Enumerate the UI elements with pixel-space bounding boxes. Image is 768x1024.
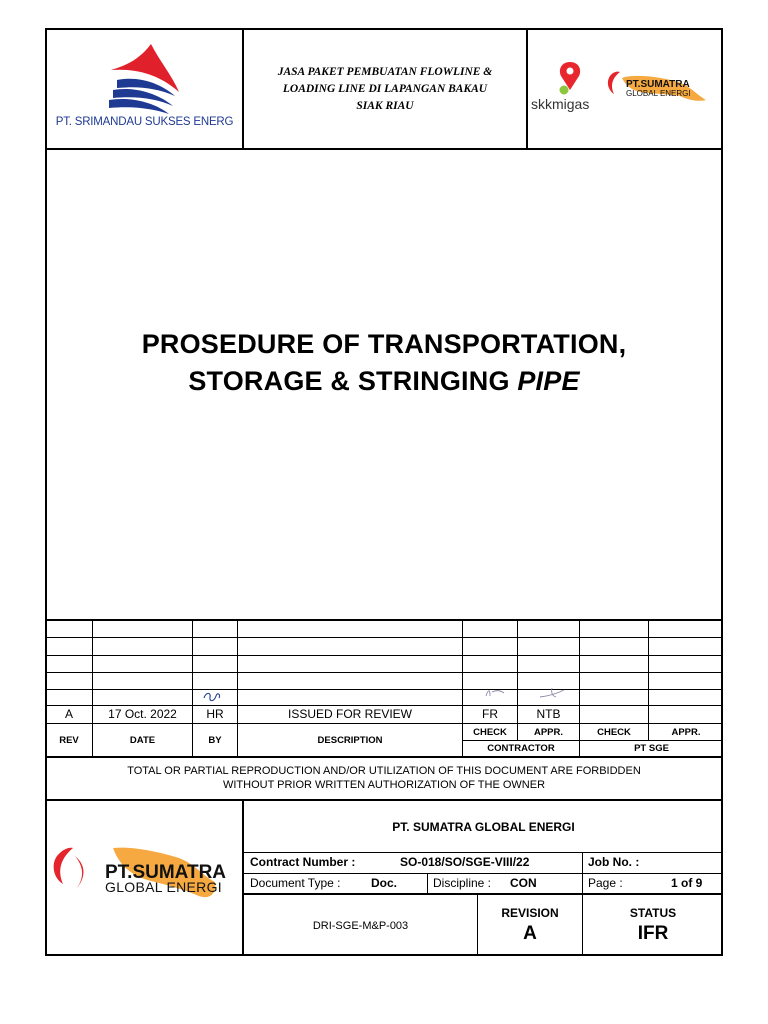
skkmigas-logo-text: skkmigas [531,96,590,112]
signature-appr [536,684,570,702]
document-type-value: Doc. [371,876,398,890]
table-col [648,620,649,741]
contract-number-label: Contract Number : [250,855,356,869]
table-rule [45,655,723,656]
rev-header: REV [59,734,79,746]
description-header: DESCRIPTION [317,734,383,746]
footer-rule [243,852,723,853]
discipline-label: Discipline : [433,876,492,890]
by-value: HR [206,707,224,721]
revision-label: REVISION [501,906,559,920]
page-value: 1 of 9 [671,876,703,890]
contractor-header: CONTRACTOR [487,743,555,754]
check-value: FR [482,707,498,721]
appr-value: NTB [536,707,561,721]
status-value: IFR [637,923,669,944]
page-label: Page : [588,876,623,890]
title-line-2 [188,363,579,400]
sge-logo-line2: GLOBAL ENERGI [626,89,691,98]
sge-footer-logo [47,800,242,956]
revision-value: A [523,923,537,944]
document-title [47,325,721,401]
sge-logo-line1: PT.SUMATRA [626,79,690,90]
reproduction-notice [47,758,721,798]
footer-col [427,873,428,894]
appr-header-owner: APPR. [671,726,701,738]
contractor-logo [47,30,242,148]
document-number: DRI-SGE-M&P-003 [312,919,409,932]
date-value: 17 Oct. 2022 [108,707,177,721]
table-rule [45,672,723,673]
title-line-1: PROSEDURE OF TRANSPORTATION, [141,329,627,359]
client-logos [528,30,721,148]
project-line-2: LOADING LINE DI LAPANGAN BAKAU [282,82,488,95]
job-number-label: Job No. : [588,855,640,869]
date-header: DATE [129,734,156,746]
table-rule [45,637,723,638]
header-divider [45,148,723,150]
footer-col [582,852,583,894]
title-line-2-text: STORAGE & STRINGING [188,366,518,396]
project-line-1: JASA PAKET PEMBUATAN FLOWLINE & [277,65,493,78]
company-name: PT. SUMATRA GLOBAL ENERGI [392,819,575,834]
signature-by [198,688,228,706]
revision-table-top [45,619,723,621]
description-value: ISSUED FOR REVIEW [287,707,412,721]
contractor-logo-text: PT. SRIMANDAU SUKSES ENERG [55,116,234,128]
by-header: BY [208,734,222,746]
appr-header-contractor: APPR. [533,726,564,738]
project-line-3: SIAK RIAU [356,99,414,112]
contract-number-value: SO-018/SO/SGE-VIII/22 [400,855,530,869]
footer-rule [243,873,723,874]
signature-check [478,684,512,702]
rev-value: A [64,707,73,721]
revision-box [478,895,582,956]
discipline-value: CON [510,876,537,890]
footer-logo-line2: GLOBAL ENERGI [105,879,222,895]
owner-header: PT SGE [634,743,669,754]
check-header-owner: CHECK [597,726,631,738]
table-rule [45,689,723,690]
status-box [583,895,723,956]
status-label: STATUS [629,906,677,920]
project-title [244,30,526,148]
notice-line-1: TOTAL OR PARTIAL REPRODUCTION AND/OR UTILIZATION OF THIS DOCUMENT ARE FORBIDDEN [127,765,641,777]
title-line-2-italic: PIPE [517,366,580,396]
document-type-label: Document Type : [250,876,341,890]
check-header-contractor: CHECK [473,726,507,738]
notice-line-2: WITHOUT PRIOR WRITTEN AUTHORIZATION OF THE OWNER [222,779,546,791]
footer-logo-line1: PT.SUMATRA [105,862,227,883]
